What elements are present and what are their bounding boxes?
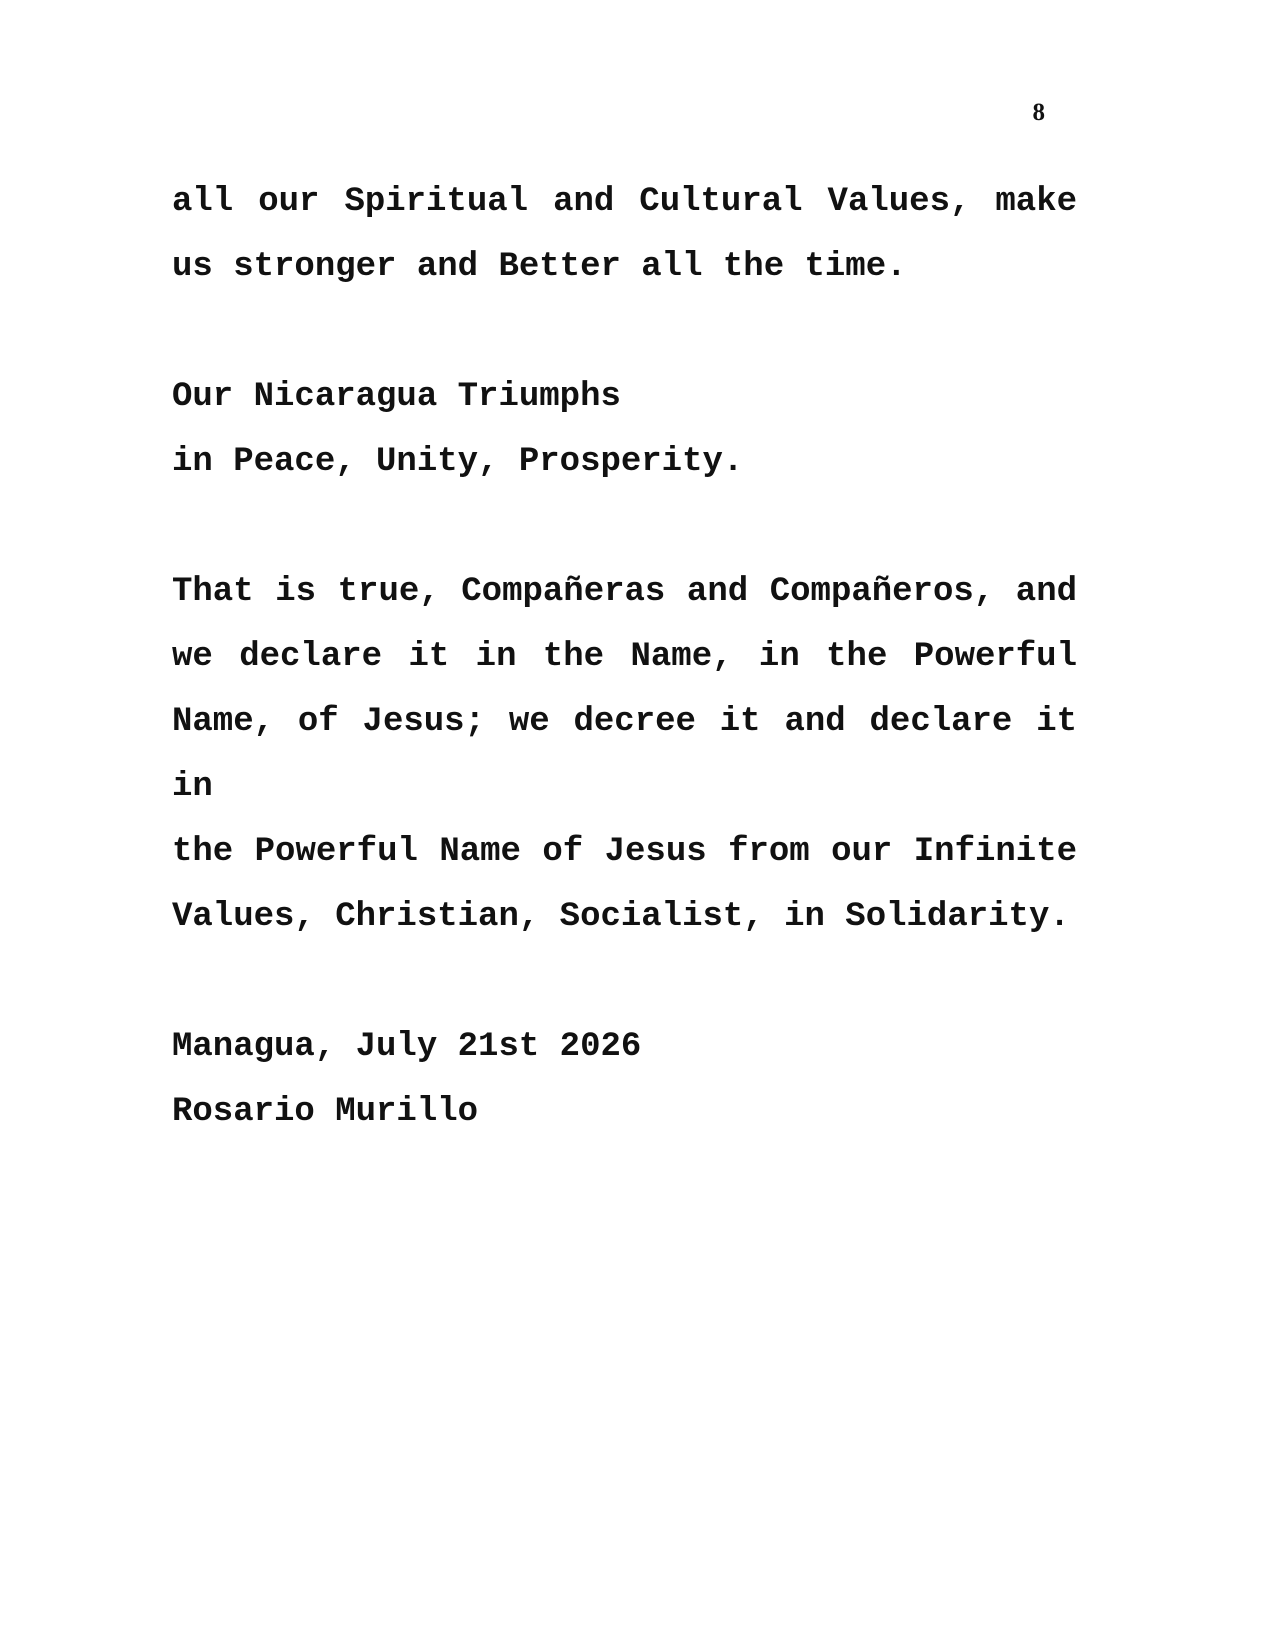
paragraph-line: Our Nicaragua Triumphs (172, 378, 621, 416)
paragraph-line: That is true, Compañeras and Compañeros, and (172, 573, 1077, 611)
paragraph-line: all our Spiritual and Cultural Values, make (172, 183, 1077, 221)
paragraph-line: we declare it in the Name, in the Powerful (172, 638, 1077, 676)
page-number: 8 (1032, 99, 1045, 126)
paragraph-declaration (172, 560, 1077, 950)
document-body (172, 170, 1077, 1145)
signatory-name: Rosario Murillo (172, 1093, 479, 1131)
paragraph-values (172, 170, 1077, 300)
paragraph-line: us stronger and Better all the time. (172, 248, 907, 286)
paragraph-line: Name, of Jesus; we decree it and declare it in (172, 703, 1077, 806)
paragraph-line: Values, Christian, Socialist, in Solidarity. (172, 898, 1070, 936)
closing-block (172, 1015, 1077, 1145)
paragraph-triumphs (172, 365, 1077, 495)
paragraph-line: in Peace, Unity, Prosperity. (172, 443, 744, 481)
paragraph-line: the Powerful Name of Jesus from our Infinite (172, 833, 1077, 871)
place-date: Managua, July 21st 2026 (172, 1028, 642, 1066)
